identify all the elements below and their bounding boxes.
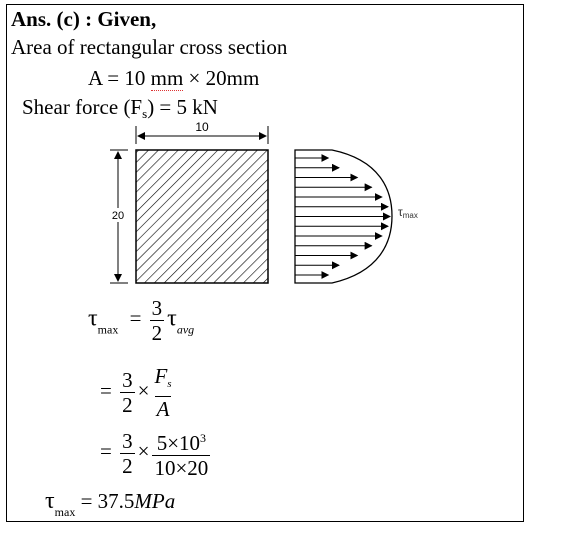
- frac-num: 3: [122, 368, 133, 392]
- side-dim-label: 20: [111, 210, 125, 222]
- shear-sub: s: [142, 106, 148, 121]
- frac-den-a: A: [156, 397, 170, 421]
- tau-max-sub-result: max: [54, 505, 76, 519]
- shear-arrows: [295, 158, 390, 275]
- area-eq-unit: mm: [150, 66, 184, 90]
- frac-den: 2: [151, 321, 163, 345]
- load-value: 5×10: [156, 431, 201, 455]
- area-equation: [88, 66, 259, 90]
- hatched-section: [136, 150, 268, 283]
- equation-3: = $\frac{3}{2}$ × $\frac{5\times 10^3}{10\times 20}$: [100, 426, 213, 480]
- area-eq-lhs: A = 10: [88, 66, 151, 90]
- result-value: = 37.5: [80, 489, 135, 513]
- shear-prefix: Shear force (F: [22, 95, 143, 119]
- equation-1: $\tau_{max}$ = $\frac{3}{2}$ $\tau_{avg}$: [88, 296, 195, 345]
- tau-max-sub: max: [97, 322, 119, 337]
- area-label: Area of rectangular cross section: [11, 35, 288, 59]
- fraction-3-2c: [120, 429, 135, 478]
- fraction-3-2b: [120, 368, 135, 417]
- fraction-load-area: [152, 426, 210, 480]
- fraction-3-2: [150, 296, 165, 345]
- tau-avg-sub: avg: [176, 322, 195, 337]
- cross-section-figure: [0, 120, 565, 420]
- frac-num: 3: [122, 428, 133, 453]
- frac-den-area: 10×20: [154, 456, 209, 480]
- answer-heading: Ans. (c) : Given,: [11, 7, 157, 31]
- tau-symbol: τ: [88, 305, 98, 332]
- result-equation: [45, 488, 175, 520]
- shear-suffix: ) = 5 kN: [147, 95, 218, 119]
- tau-max-label: τmax: [398, 205, 418, 220]
- result-unit: MPa: [134, 489, 176, 513]
- frac-num-load: [155, 426, 208, 455]
- frac-num-fs: [152, 364, 173, 396]
- equation-2: = $\frac{3}{2}$ × $\frac{Fs}{A}$: [100, 364, 172, 421]
- frac-den: 2: [122, 453, 133, 478]
- fraction-fs-a: [152, 364, 173, 421]
- load-exponent: 3: [200, 431, 207, 445]
- area-eq-rest: × 20mm: [183, 66, 260, 90]
- top-dim-label: 10: [195, 120, 209, 134]
- tau-symbol-result: τ: [45, 488, 55, 514]
- f-symbol: F: [154, 364, 168, 388]
- tau-symbol-avg: τ: [167, 305, 177, 332]
- frac-den: 2: [122, 393, 133, 417]
- frac-num: 3: [151, 296, 163, 320]
- s-sub: s: [167, 378, 172, 390]
